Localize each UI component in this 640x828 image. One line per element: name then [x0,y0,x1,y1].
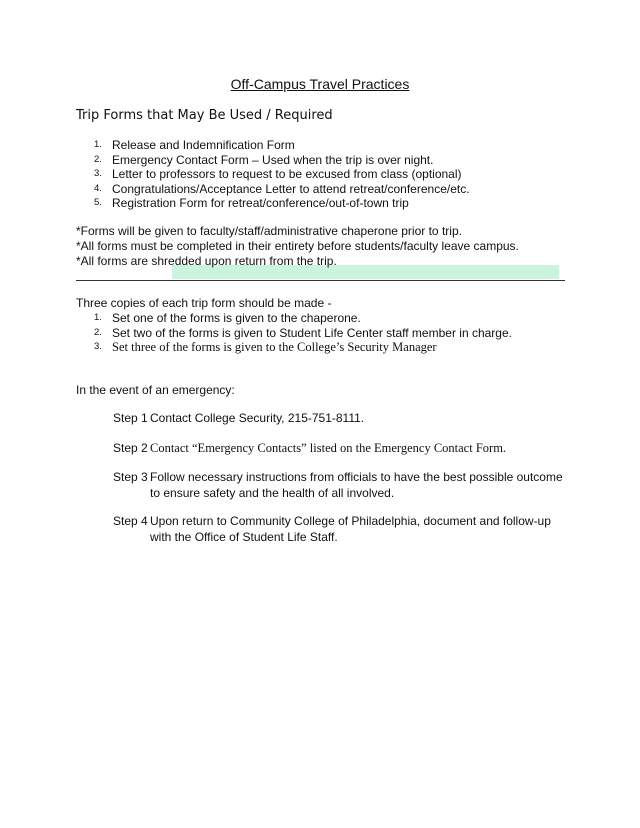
list-item-text: Set three of the forms is given to the College’s Security Manager [112,340,437,354]
list-item [94,340,512,355]
list-item [94,152,470,168]
note-line: *All forms are shredded upon return from the trip. [76,254,337,268]
list-item [94,196,470,211]
step-text: Upon return to Community College of Philadelphia, document and follow-up with the Office of Student Life Staff. [150,514,551,544]
step-text: Contact “Emergency Contacts” listed on the Emergency Contact Form. [150,441,507,455]
emergency-step [113,410,573,426]
list-item-text: Set one of the forms is given to the chaperone. [112,311,361,325]
step-text: Contact College Security, 215-751-8111. [150,411,365,425]
list-number: 1. [94,139,102,150]
list-number: 5. [94,197,102,208]
list-number: 3. [94,168,102,179]
list-number: 1. [94,312,102,323]
forms-heading: Trip Forms that May Be Used / Required [76,108,333,123]
list-item [94,167,470,182]
emergency-intro: In the event of an emergency: [76,383,235,397]
list-item [94,311,512,326]
list-item-text: Congratulations/Acceptance Letter to attend retreat/conference/etc. [112,181,470,196]
copies-list [94,311,512,355]
list-item-text: Release and Indemnification Form [112,138,295,152]
list-number: 2. [94,326,102,338]
step-label: Step 4 [113,514,148,528]
emergency-step [113,440,573,456]
emergency-step [113,513,573,545]
step-label: Step 2 [113,441,148,455]
note-line: *All forms must be completed in their entirety before students/faculty leave campus. [76,239,519,253]
horizontal-rule [76,280,565,281]
list-number: 2. [94,153,102,165]
list-number: 4. [94,182,102,194]
copies-intro: Three copies of each trip form should be made - [76,296,332,310]
list-item-text: Letter to professors to request to be excused from class (optional) [112,167,462,181]
list-item-text: Registration Form for retreat/conference/out-of-town trip [112,196,409,210]
page-title: Off-Campus Travel Practices [230,76,410,92]
emergency-step [113,469,573,501]
list-item-text: Set two of the forms is given to Student Life Center staff member in charge. [112,325,512,340]
step-label: Step 3 [113,470,148,484]
forms-list [94,138,470,211]
list-item-text: Emergency Contact Form – Used when the trip is over night. [112,152,434,167]
list-item [94,138,470,153]
notes-block [76,224,519,269]
step-text: Follow necessary instructions from officials to have the best possible outcome to ensure safety and the health of all involved. [150,470,563,500]
note-line: *Forms will be given to faculty/staff/administrative chaperone prior to trip. [76,224,462,238]
list-number: 3. [94,341,102,352]
list-item [94,325,512,341]
list-item [94,181,470,197]
step-label: Step 1 [113,411,148,425]
